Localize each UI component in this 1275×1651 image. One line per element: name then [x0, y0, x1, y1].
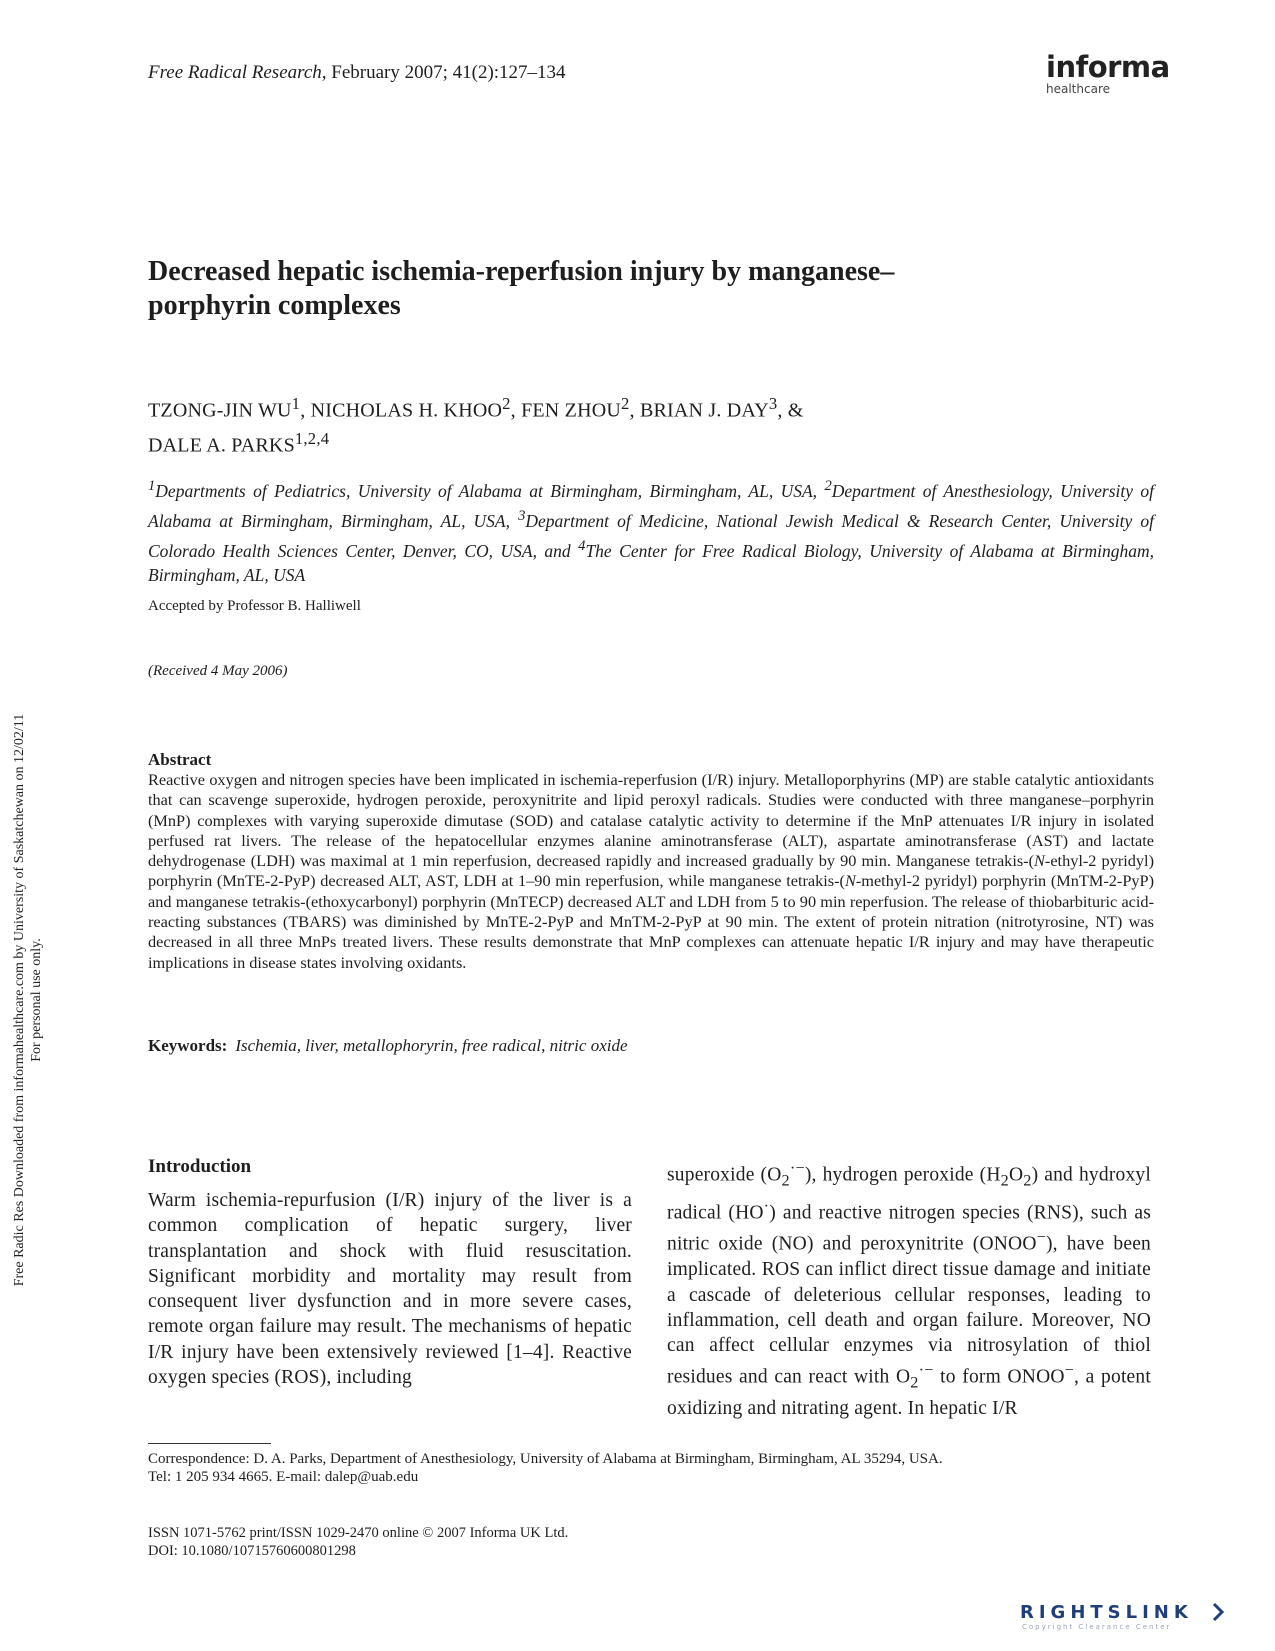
- introduction-column-2: [667, 1156, 1151, 1421]
- keywords: [148, 1036, 628, 1056]
- intro-sub: 2: [1023, 1171, 1032, 1190]
- abstract-part-2: -ethyl-2 pyridyl) porphyrin (MnTE-2-PyP) decreased ALT, AST, LDH at 1–90 min reperfusion, while manganese tetrakis-(: [148, 851, 1155, 891]
- correspondence-line-1: Correspondence: D. A. Parks, Department of Anesthesiology, University of Alabama at Birmingham, Birmingham, AL 35294, USA.: [148, 1451, 943, 1467]
- affil-pediatrics: Departments of Pediatrics, University of Alabama at Birmingham, Birmingham, AL, USA,: [155, 480, 825, 501]
- intro-sup: −: [1036, 1228, 1046, 1247]
- intro-text: superoxide (O: [667, 1164, 782, 1186]
- affil-sup: 3: [518, 507, 526, 524]
- rightslink-sub: Copyright Clearance Center: [1022, 1623, 1172, 1631]
- author-sup: 1: [291, 394, 301, 413]
- intro-sup: ·−: [918, 1361, 934, 1380]
- journal-name: Free Radical Research: [148, 62, 322, 83]
- logo-main-text: informa: [1046, 50, 1170, 84]
- intro-sup: ·−: [789, 1159, 805, 1177]
- title-line-2: porphyrin complexes: [148, 290, 401, 321]
- author-parks: DALE A. PARKS: [148, 434, 295, 457]
- accepted-by: Accepted by Professor B. Halliwell: [148, 598, 361, 614]
- issn-block: [148, 1524, 568, 1560]
- author-wu: TZONG-JIN WU: [148, 399, 292, 422]
- intro-sup: −: [1064, 1361, 1075, 1380]
- author-zhou: , FEN ZHOU: [510, 399, 622, 422]
- intro-text: O: [1008, 1164, 1024, 1186]
- keywords-value: Ischemia, liver, metallophoryrin, free radical, nitric oxide: [235, 1036, 628, 1055]
- intro-text: ), hydrogen peroxide (H: [804, 1164, 1001, 1186]
- issn-line: ISSN 1071-5762 print/ISSN 1029-2470 online © 2007 Informa UK Ltd.: [148, 1525, 569, 1541]
- author-sup: 2: [621, 394, 630, 413]
- footnote-rule: [148, 1443, 271, 1444]
- intro-sub: 2: [910, 1373, 919, 1392]
- affil-sup: 1: [148, 478, 156, 494]
- affil-medicine: Department of Medicine, National Jewish Medical & Research Center, University of Colorado Health Sciences Center, Denver, CO, USA, and: [148, 510, 1154, 561]
- author-sup: 1,2,4: [294, 428, 330, 448]
- correspondence: [148, 1450, 1154, 1486]
- intro-sub: 2: [1000, 1171, 1009, 1190]
- author-ampersand: , &: [777, 399, 804, 422]
- abstract-italic-n: N: [844, 871, 856, 891]
- abstract-part-3: -methyl-2 pyridyl) porphyrin (MnTM-2-PyP) and manganese tetrakis-(ethoxycarbonyl) porphyrin (MnTECP) decreased ALT and LDH from 5 to 90 min reperfusion. The release of thiobarbituric acid-reacting substances (TBARS) was diminished by MnTE-2-PyP and MnTM-2-PyP at 90 min. The extent of protein nitration (nitrotyrosine, NT) was decreased in all three MnPs treated livers. These results demonstrate that MnP complexes can attenuate hepatic I/R injury and may have therapeutic implications in disease states involving oxidants.: [148, 871, 1154, 972]
- author-sup: 3: [768, 394, 778, 413]
- sidebar-line-1: Free Radic Res Downloaded from informahealthcare.com by University of Saskatchewan on 12/02/11: [12, 713, 27, 1287]
- intro-sup: ·: [763, 1196, 770, 1215]
- intro-text: ) and reactive nitrogen species (RNS), such as nitric oxide (NO) and peroxynitrite (ONOO: [667, 1202, 1151, 1255]
- author-day: , BRIAN J. DAY: [629, 399, 769, 422]
- rightslink-logo: [1020, 1600, 1235, 1637]
- abstract-body: [148, 770, 1154, 973]
- abstract-italic-n: N: [1034, 851, 1045, 871]
- received-date: (Received 4 May 2006): [148, 663, 288, 679]
- affil-sup: 4: [578, 537, 586, 554]
- journal-citation: [148, 62, 566, 84]
- intro-text: ) and hydroxyl radical (HO: [667, 1164, 1151, 1224]
- author-khoo: , NICHOLAS H. KHOO: [300, 399, 503, 422]
- affil-free-radical: The Center for Free Radical Biology, University of Alabama at Birmingham, Birmingham, AL, USA: [148, 540, 1154, 586]
- informa-logo: [1046, 52, 1170, 96]
- logo-sub-text: healthcare: [1046, 82, 1110, 96]
- correspondence-line-2: Tel: 1 205 934 4665. E-mail: dalep@uab.edu: [148, 1469, 419, 1485]
- affil-anesthesiology: Department of Anesthesiology, University of Alabama at Birmingham, Birmingham, AL, USA,: [148, 480, 1154, 531]
- intro-sub: 2: [781, 1171, 790, 1190]
- intro-text: to form ONOO: [933, 1366, 1065, 1388]
- sidebar-line-2: For personal use only.: [29, 938, 44, 1062]
- rightslink-text: RIGHTSLINK: [1020, 1602, 1193, 1623]
- abstract-heading: Abstract: [148, 750, 212, 769]
- affiliations: [148, 474, 1154, 588]
- introduction-heading: Introduction: [148, 1156, 252, 1177]
- author-list: [148, 390, 1108, 459]
- intro-text: , a potent oxidizing and nitrating agent. In hepatic I/R: [667, 1366, 1151, 1420]
- rightslink-arrow-icon: [1214, 1604, 1222, 1620]
- article-title: [148, 255, 1128, 323]
- introduction-column-1: Warm ischemia-repurfusion (I/R) injury of the liver is a common complication of hepatic surgery, liver transplantation and shock with fluid resuscitation. Significant morbidity and mortality may result from consequent liver dysfunction and in more severe cases, remote organ failure may result. The mechanisms of hepatic I/R injury have been extensively reviewed [1–4]. Reactive oxygen species (ROS), including: [148, 1190, 632, 1389]
- author-sup: 2: [502, 394, 511, 413]
- journal-issue: , February 2007; 41(2):127–134: [321, 62, 566, 83]
- doi-line: DOI: 10.1080/10715760600801298: [148, 1543, 356, 1559]
- affil-sup: 2: [824, 478, 832, 494]
- abstract-part-1: Reactive oxygen and nitrogen species have been implicated in ischemia-reperfusion (I/R) injury. Metalloporphyrins (MP) are stable catalytic antioxidants that can scavenge superoxide, hydrogen peroxide, peroxynitrite and lipid peroxyl radicals. Studies were conducted with three manganese–porphyrin (MnP) complexes with varying superoxide dimutase (SOD) and catalase catalytic activity to determine if the MnP attenuates I/R injury in isolated perfused rat livers. The release of the hepatocellular enzymes alanine aminotransferase (ALT), aspartate aminotransferase (AST) and lactate dehydrogenase (LDH) was maximal at 1 min reperfusion, decreased rapidly and increased gradually by 90 min. Manganese tetrakis-(: [148, 770, 1154, 871]
- keywords-label: Keywords:: [148, 1036, 228, 1055]
- intro-text: ), have been implicated. ROS can inflict direct tissue damage and initiate a cascade of deleterious cellular responses, leading to inflammation, cell death and organ failure. Moreover, NO can affect cellular enzymes via nitrosylation of thiol residues and can react with O: [667, 1233, 1152, 1388]
- title-line-1: Decreased hepatic ischemia-reperfusion injury by manganese–: [148, 256, 895, 287]
